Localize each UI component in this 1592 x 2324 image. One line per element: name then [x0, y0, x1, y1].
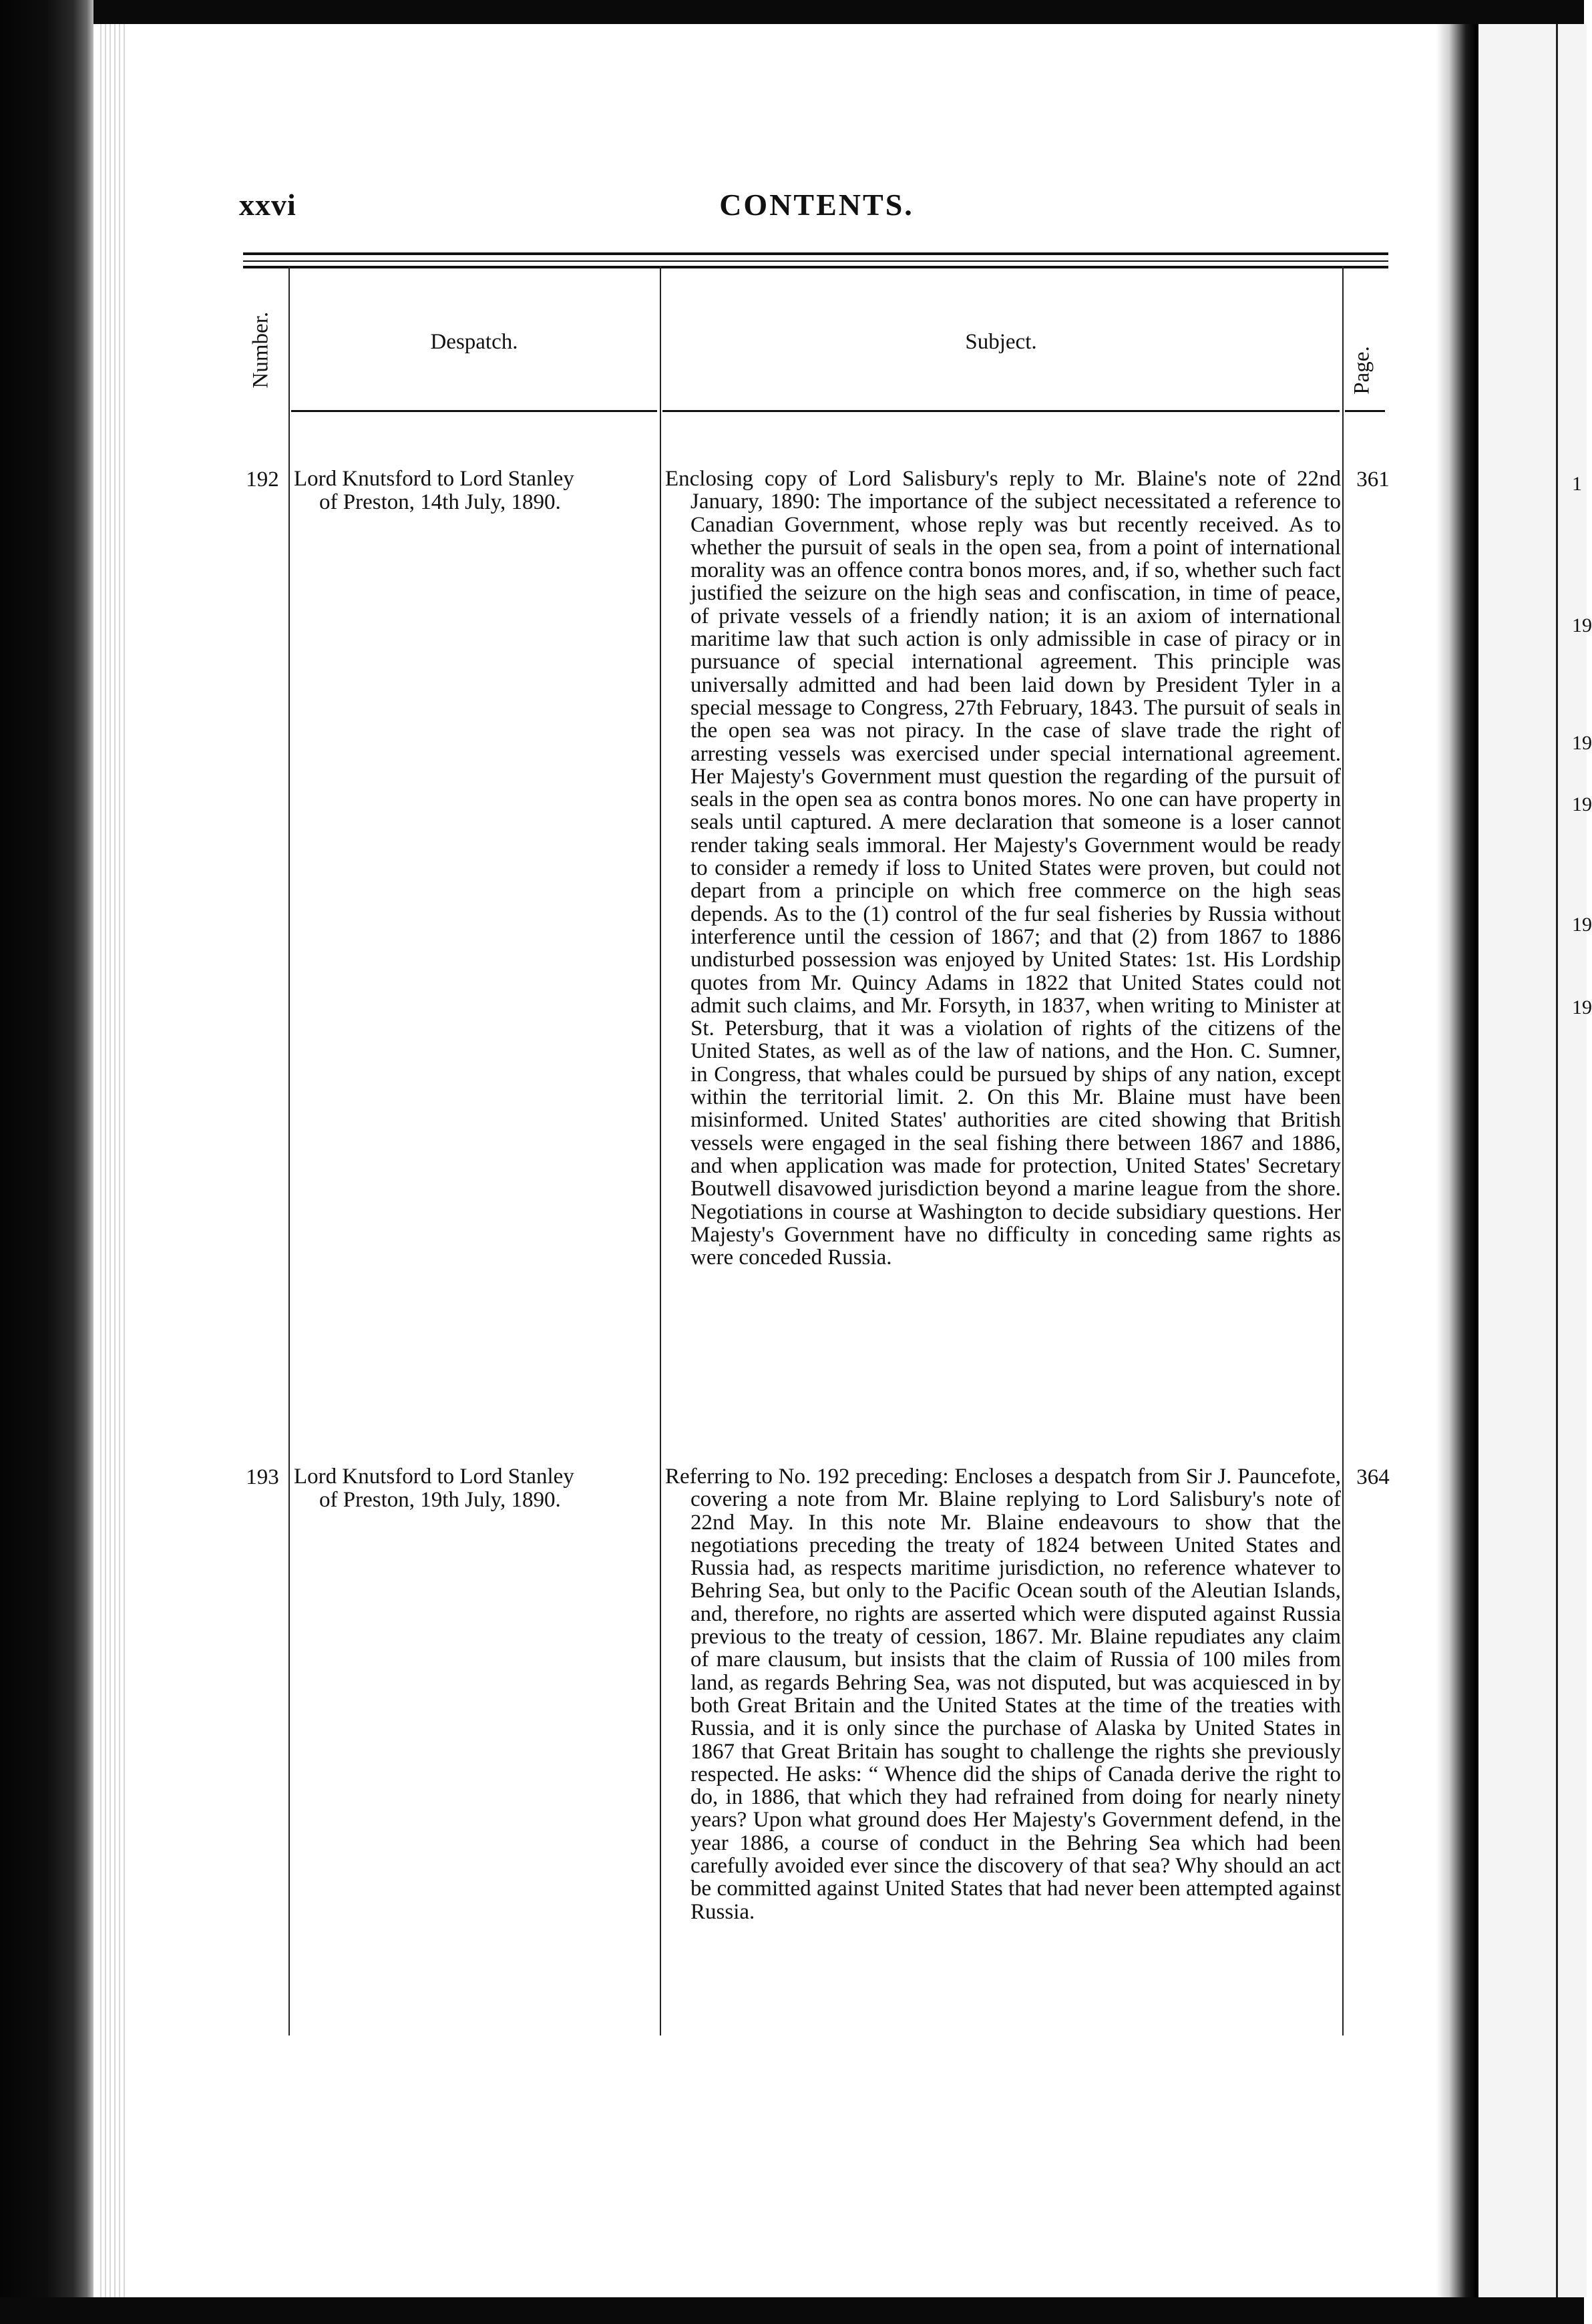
despatch-line: Lord Knutsford to Lord Stanley [294, 467, 574, 491]
header-rule [662, 410, 1340, 412]
despatch-line: of Preston, 19th July, 1890. [319, 1488, 561, 1512]
header-rule [1345, 410, 1385, 412]
column-header-despatch: Despatch. [430, 330, 518, 354]
adjacent-page-fragment: 19 [1572, 732, 1592, 754]
column-header-number: Number. [248, 311, 273, 389]
page-folio: xxvi [239, 188, 296, 222]
column-divider [660, 266, 661, 2036]
table-top-rule [243, 252, 1388, 255]
entry-subject: Enclosing copy of Lord Salisbury's reply to Mr. Blaine's note of 22nd January, 1890: The importance of the subject necessitated a reference to Canadian Government, whose reply was but recently received. As to whether the pursuit of seals in the open sea, from a point of international morality was an offence contra bonos mores, and, if so, whether such fact justified the seizure on the high seas and confiscation, in time of peace, of private vessels of a friendly nation; it is an axiom of international maritime law that such action is only admissible in case of piracy or in pursuance of special international agreement. This principle was universally admitted and had been laid down by President Tyler in a special message to Congress, 27th February, 1843. The pursuit of seals in the open sea was not piracy. In the case of slave trade the right of arresting vessels was exercised under special international agreement. Her Majesty's Government must question the regarding of the pursuit of seals in the open sea as contra bonos mores. No one can have property in seals until captured. A mere declaration that someone is a loser cannot render taking seals immoral. Her Majesty's Government would be ready to consider a remedy if loss to United States were proven, but could not depart from a principle on which free commerce on the high seas depends. As to the (1) control of the fur seal fisheries by Russia without interference until the cession of 1867; and that (2) from 1867 to 1886 undisturbed possession was enjoyed by United States: 1st. His Lordship quotes from Mr. Quincy Adams in 1822 that United States could not admit such claims, and Mr. Forsyth, in 1837, when writing to Minister at St. Petersburg, that it was a violation of rights of the citizens of the United States, as well as of the law of nations, and the Hon. C. Sumner, in Congress, that whales could be pursued by ships of any nation, except within the territorial limit. 2. On this Mr. Blaine must have been misinformed. United States' authorities are cited showing that British vessels were engaged in the seal fishing there between 1867 and 1886, and when application was made for protection, United States' Secretary Boutwell disavowed jurisdiction beyond a marine league from the shore. Negotiations in course at Washington to decide subsidiary questions. Her Majesty's Government have no difficulty in conceding same rights as were conceded Russia. [665, 467, 1341, 1270]
column-header-subject: Subject. [965, 330, 1037, 354]
entry-page: 361 [1356, 467, 1390, 492]
despatch-line: Lord Knutsford to Lord Stanley [294, 1465, 574, 1489]
column-divider [1342, 266, 1344, 2036]
column-divider [288, 266, 290, 2036]
adjacent-page-fragment: 19 [1572, 793, 1592, 815]
page-title: CONTENTS. [719, 188, 914, 222]
adjacent-page-fragment: 19 [1572, 614, 1592, 636]
despatch-line: of Preston, 14th July, 1890. [319, 490, 561, 514]
entry-subject: Referring to No. 192 preceding: Encloses a despatch from Sir J. Pauncefote, covering a note from Mr. Blaine replying to Lord Salisbury's note of 22nd May. In this note Mr. Blaine endeavours to show that the negotiations preceding the treaty of 1824 between United States and Russia had, as respects maritime jurisdiction, no reference whatever to Behring Sea, but only to the Pacific Ocean south of the Aleutian Islands, and, therefore, no rights are asserted which were disputed against Russia previous to the treaty of cession, 1867. Mr. Blaine repudiates any claim of mare clausum, but insists that the claim of Russia of 100 miles from land, as regards Behring Sea, was not disputed, but was acquiesced in by both Great Britain and the United States at the time of the treaties with Russia, and it is only since the purchase of Alaska by United States in 1867 that Great Britain has sought to challenge the rights she previously respected. He asks: “ Whence did the ships of Canada derive the right to do, in 1886, that which they had refrained from doing for nearly ninety years? Upon what ground does Her Majesty's Government defend, in the year 1886, a course of conduct in the Behring Sea which had been carefully avoided ever since the discovery of that sea? Why should an act be committed against United States that had never been attempted against Russia. [665, 1465, 1341, 1924]
running-head [239, 187, 1394, 227]
table-top-rule [243, 266, 1388, 268]
entry-despatch [294, 1465, 658, 1512]
entry-number: 193 [246, 1465, 279, 1489]
entry-despatch [294, 467, 658, 514]
header-rule [291, 410, 657, 412]
adjacent-page-fragment: 19 [1572, 914, 1592, 936]
table-top-rule [243, 260, 1388, 262]
adjacent-page-fragment: 1 [1572, 473, 1582, 495]
entry-page: 364 [1356, 1465, 1390, 1489]
column-header-page: Page. [1350, 346, 1374, 395]
entry-number: 192 [246, 467, 279, 492]
adjacent-page-fragment: 19 [1572, 996, 1592, 1018]
